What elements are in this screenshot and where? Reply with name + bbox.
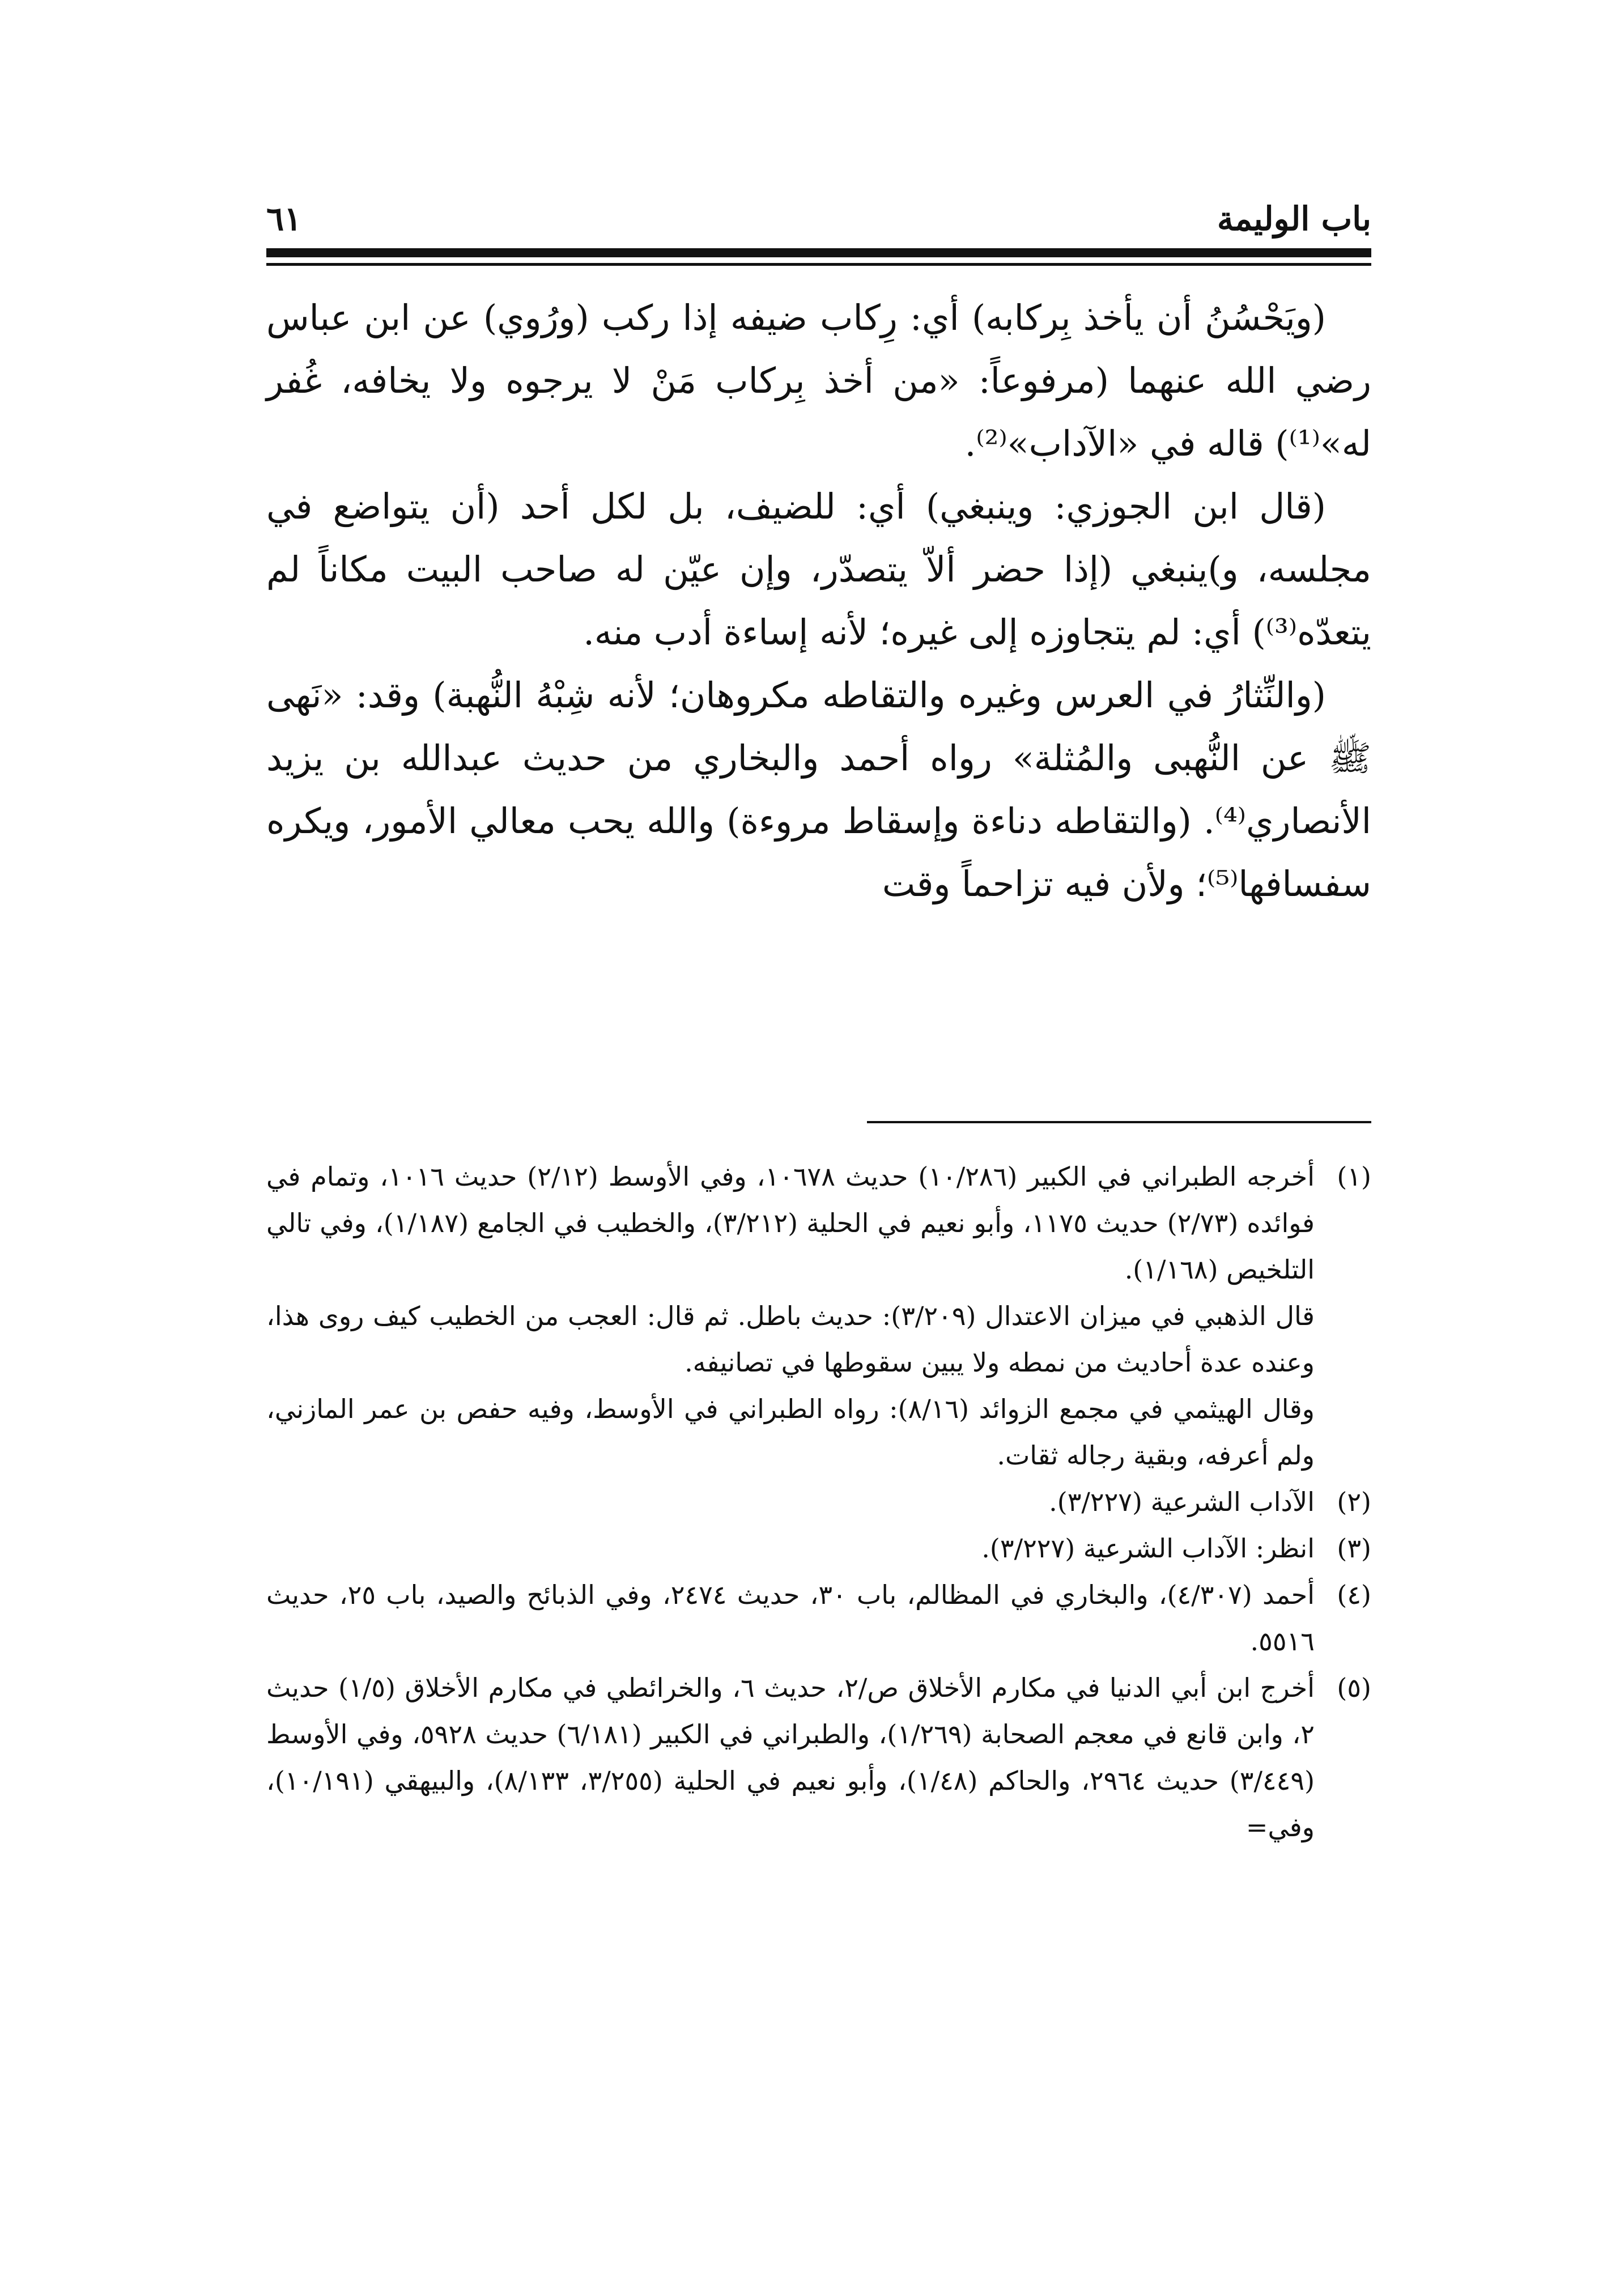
footnote-1-line-2: قال الذهبي في ميزان الاعتدال (٣/٢٠٩): حديث باطل. ثم قال: العجب من الخطيب كيف روى هذا، وعنده عدة أحاديث من نمطه ولا يبين سقوطها في تصانيفه. xyxy=(266,1301,1315,1378)
footnotes xyxy=(266,1153,1371,1850)
footnote-number: (٢) xyxy=(1337,1487,1371,1517)
footnote-4-text: أحمد (٤/٣٠٧)، والبخاري في المظالم، باب ٣٠، حديث ٢٤٧٤، وفي الذبائح والصيد، باب ٢٥، حديث ٥٥١٦. xyxy=(266,1579,1315,1657)
footnote-separator xyxy=(867,1121,1371,1123)
chapter-title: باب الوليمة xyxy=(1217,199,1371,238)
footnote-1-line-3: وقال الهيثمي في مجمع الزوائد (٨/١٦): رواه الطبراني في الأوسط، وفيه حفص بن عمر المازني، ولم أعرفه، وبقية رجاله ثقات. xyxy=(266,1394,1315,1471)
footnote-number: (٥) xyxy=(1337,1672,1371,1703)
footnote-5 xyxy=(266,1664,1371,1850)
footnote-1 xyxy=(266,1153,1371,1479)
footnote-2-text: الآداب الشرعية (٣/٢٢٧). xyxy=(1049,1487,1315,1517)
footnote-body xyxy=(266,1153,1315,1479)
page-header xyxy=(266,193,1371,238)
footnote-2 xyxy=(266,1479,1371,1525)
paragraph-1: (ويَحْسُنُ أن يأخذ بِركابه) أي: رِكاب ضيفه إذا ركب (ورُوي) عن ابن عباس رضي الله عنهما (مرفوعاً: «من أخذ بِركاب مَنْ لا يرجوه ولا يخافه، غُفر له»⁽¹⁾) قاله في «الآداب»⁽²⁾. xyxy=(266,297,1371,464)
footnote-3 xyxy=(266,1525,1371,1572)
footnote-number: (١) xyxy=(1337,1161,1371,1192)
footnote-body xyxy=(266,1664,1315,1850)
page-number: ٦١ xyxy=(266,199,302,238)
header-rule-thick xyxy=(266,248,1371,257)
footnote-3-text: انظر: الآداب الشرعية (٣/٢٢٧). xyxy=(981,1533,1315,1564)
paragraph-2: (قال ابن الجوزي: وينبغي) أي: للضيف، بل لكل أحد (أن يتواضع في مجلسه، و)ينبغي (إذا حضر ألاّ يتصدّر، وإن عيّن له صاحب البيت مكاناً لم يتعدّه⁽³⁾) أي: لم يتجاوزه إلى غيره؛ لأنه إساءة أدب منه. xyxy=(266,486,1371,653)
footnote-body xyxy=(266,1525,1315,1572)
footnote-5-text: أخرج ابن أبي الدنيا في مكارم الأخلاق ص/٢، حديث ٦، والخرائطي في مكارم الأخلاق (١/٥) حديث ٢، وابن قانع في معجم الصحابة (١/٢٦٩)، والطبراني في الكبير (٦/١٨١) حديث ٥٩٢٨، وفي الأوسط (٣/٤٤٩) حديث ٢٩٦٤، والحاكم (١/٤٨)، وأبو نعيم في الحلية (٣/٢٥٥، ٨/١٣٣)، والبيهقي (١٠/١٩١)، وفي= xyxy=(266,1672,1315,1842)
header-rule-thin xyxy=(266,263,1371,266)
main-text xyxy=(266,286,1371,915)
footnote-body xyxy=(266,1572,1315,1664)
paragraph-3: (والنِّثارُ في العرس وغيره والتقاطه مكروهان؛ لأنه شِبْهُ النُّهبة) وقد: «نَهى ﷺ عن النُّهبى والمُثلة» رواه أحمد والبخاري من حديث عبدالله بن يزيد الأنصاري⁽⁴⁾. (والتقاطه دناءة وإسقاط مروءة) والله يحب معالي الأمور، ويكره سفسافها⁽⁵⁾؛ ولأن فيه تزاحماً وقت xyxy=(266,674,1371,905)
footnote-body xyxy=(266,1479,1315,1525)
footnote-number: (٣) xyxy=(1337,1533,1371,1564)
footnote-4 xyxy=(266,1572,1371,1664)
footnote-1-line-1: أخرجه الطبراني في الكبير (١٠/٢٨٦) حديث ١٠٦٧٨، وفي الأوسط (٢/١٢) حديث ١٠١٦، وتمام في فوائده (٢/٧٣) حديث ١١٧٥، وأبو نعيم في الحلية (٣/٢١٢)، والخطيب في الجامع (١/١٨٧)، وفي تالي التلخيص (١/١٦٨). xyxy=(266,1161,1315,1285)
footnote-number: (٤) xyxy=(1337,1579,1371,1610)
